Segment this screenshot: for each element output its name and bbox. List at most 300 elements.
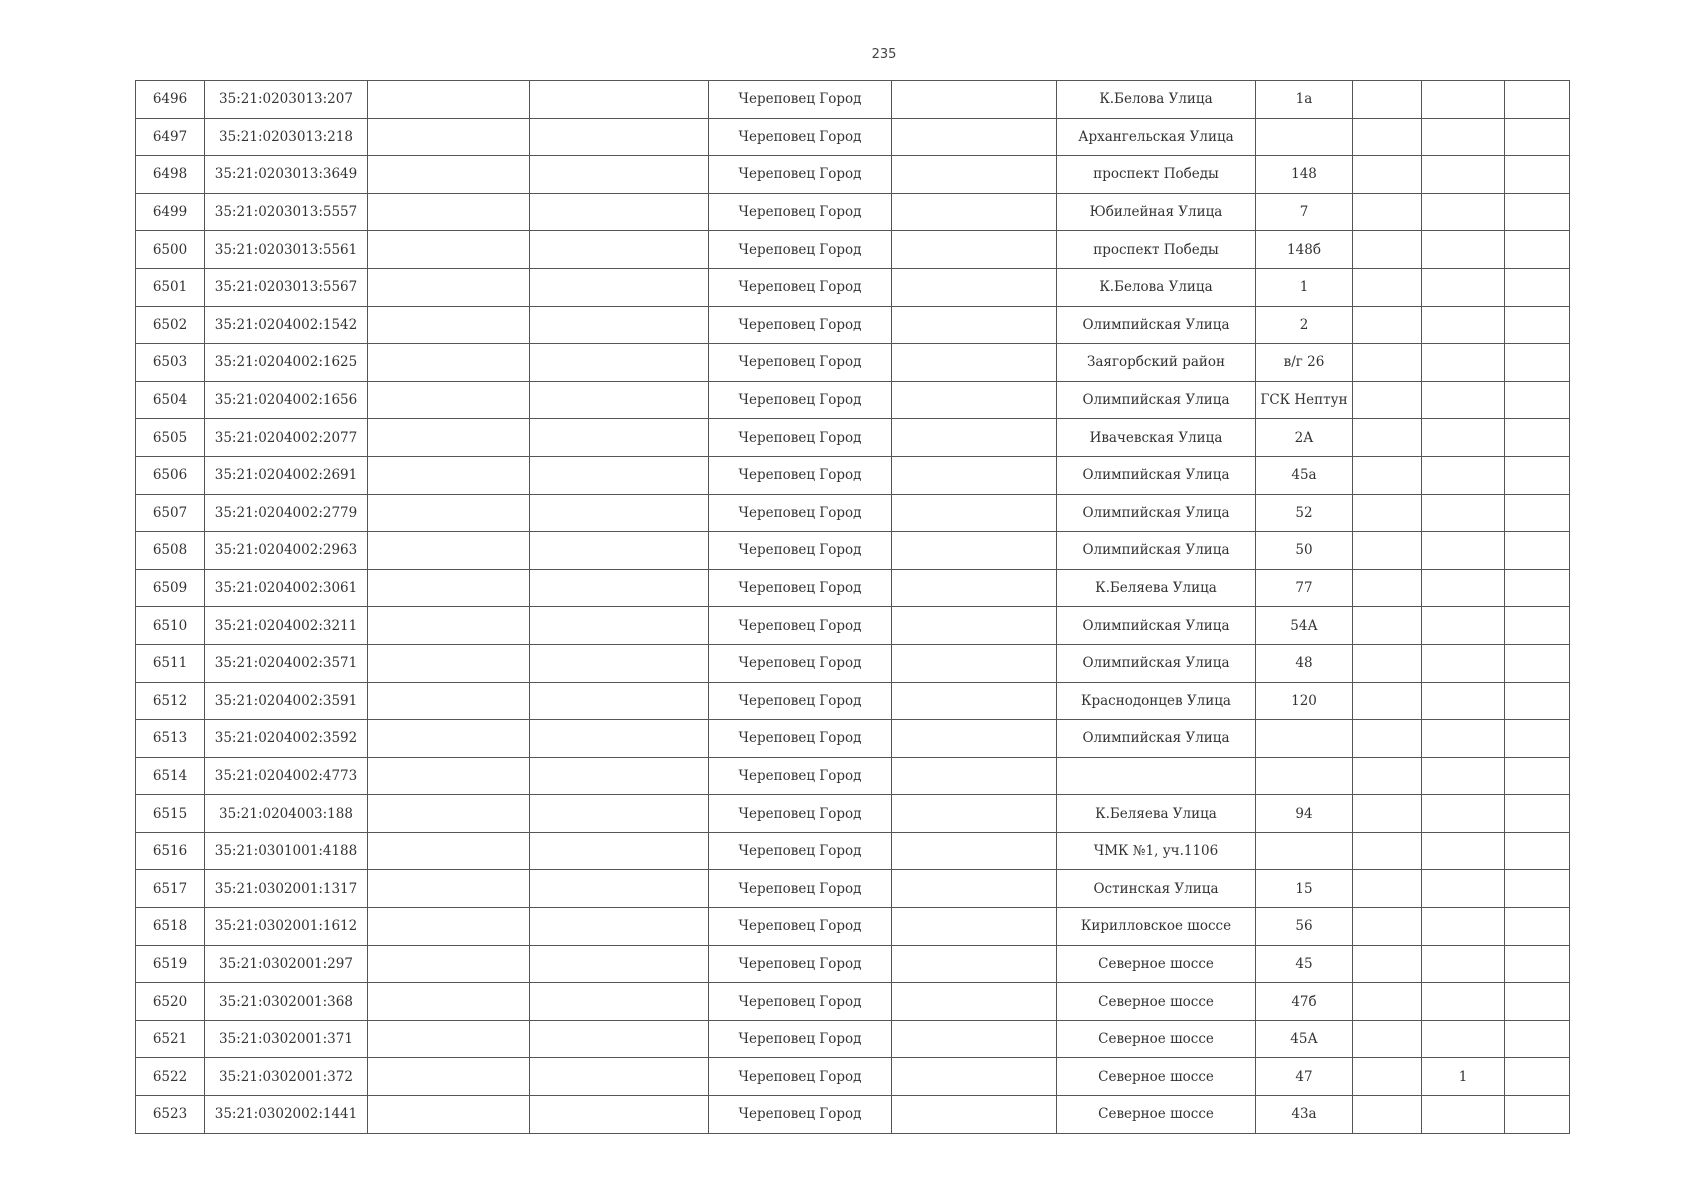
table-row	[136, 1058, 1570, 1096]
empty-cell	[1505, 795, 1570, 833]
empty-cell	[530, 419, 709, 457]
cadastral-number-cell: 35:21:0204002:2779	[205, 494, 368, 532]
empty-cell	[1505, 81, 1570, 119]
empty-cell	[368, 832, 530, 870]
table-row	[136, 344, 1570, 382]
street-cell: проспект Победы	[1057, 231, 1256, 269]
empty-cell	[368, 1096, 530, 1134]
cadastral-number-cell: 35:21:0203013:207	[205, 81, 368, 119]
locality-cell: Череповец Город	[709, 532, 892, 570]
locality-cell: Череповец Город	[709, 908, 892, 946]
table-row	[136, 757, 1570, 795]
locality-cell: Череповец Город	[709, 381, 892, 419]
table-row	[136, 156, 1570, 194]
house-number-cell	[1256, 720, 1353, 758]
empty-cell	[368, 569, 530, 607]
empty-cell	[1505, 569, 1570, 607]
empty-cell	[1505, 344, 1570, 382]
street-cell: Северное шоссе	[1057, 1096, 1256, 1134]
locality-cell: Череповец Город	[709, 757, 892, 795]
cadastral-number-cell: 35:21:0302001:368	[205, 983, 368, 1021]
house-number-cell: 54А	[1256, 607, 1353, 645]
empty-cell	[892, 682, 1057, 720]
empty-cell	[530, 757, 709, 795]
cadastral-number-cell: 35:21:0301001:4188	[205, 832, 368, 870]
empty-cell	[530, 569, 709, 607]
empty-cell	[1353, 945, 1422, 983]
count-cell	[1422, 607, 1505, 645]
empty-cell	[892, 1058, 1057, 1096]
house-number-cell: 56	[1256, 908, 1353, 946]
row-number-cell: 6519	[136, 945, 205, 983]
empty-cell	[530, 231, 709, 269]
empty-cell	[530, 945, 709, 983]
property-registry-table	[135, 80, 1570, 1134]
empty-cell	[530, 494, 709, 532]
row-number-cell: 6521	[136, 1020, 205, 1058]
empty-cell	[892, 607, 1057, 645]
row-number-cell: 6497	[136, 118, 205, 156]
house-number-cell: 1	[1256, 268, 1353, 306]
street-cell: Юбилейная Улица	[1057, 193, 1256, 231]
row-number-cell: 6508	[136, 532, 205, 570]
row-number-cell: 6513	[136, 720, 205, 758]
cadastral-number-cell: 35:21:0302002:1441	[205, 1096, 368, 1134]
house-number-cell: 148б	[1256, 231, 1353, 269]
empty-cell	[892, 757, 1057, 795]
street-cell: Северное шоссе	[1057, 1058, 1256, 1096]
count-cell	[1422, 1096, 1505, 1134]
cadastral-number-cell: 35:21:0204002:2963	[205, 532, 368, 570]
house-number-cell: 52	[1256, 494, 1353, 532]
street-cell: Ивачевская Улица	[1057, 419, 1256, 457]
empty-cell	[530, 456, 709, 494]
street-cell: Олимпийская Улица	[1057, 720, 1256, 758]
empty-cell	[530, 1020, 709, 1058]
house-number-cell: 47	[1256, 1058, 1353, 1096]
locality-cell: Череповец Город	[709, 419, 892, 457]
street-cell: Кирилловское шоссе	[1057, 908, 1256, 946]
empty-cell	[1353, 682, 1422, 720]
empty-cell	[530, 832, 709, 870]
empty-cell	[1353, 908, 1422, 946]
empty-cell	[1353, 494, 1422, 532]
empty-cell	[1353, 983, 1422, 1021]
cadastral-number-cell: 35:21:0203013:5567	[205, 268, 368, 306]
empty-cell	[368, 644, 530, 682]
empty-cell	[1353, 795, 1422, 833]
house-number-cell: 2А	[1256, 419, 1353, 457]
street-cell: Олимпийская Улица	[1057, 381, 1256, 419]
empty-cell	[1505, 456, 1570, 494]
empty-cell	[892, 494, 1057, 532]
locality-cell: Череповец Город	[709, 945, 892, 983]
empty-cell	[1353, 344, 1422, 382]
empty-cell	[530, 1096, 709, 1134]
cadastral-number-cell: 35:21:0203013:5557	[205, 193, 368, 231]
empty-cell	[1353, 569, 1422, 607]
row-number-cell: 6502	[136, 306, 205, 344]
street-cell: Северное шоссе	[1057, 1020, 1256, 1058]
table-body	[136, 81, 1570, 1134]
cadastral-number-cell: 35:21:0204003:188	[205, 795, 368, 833]
row-number-cell: 6501	[136, 268, 205, 306]
empty-cell	[1353, 1096, 1422, 1134]
empty-cell	[1353, 532, 1422, 570]
cadastral-number-cell: 35:21:0302001:372	[205, 1058, 368, 1096]
table-row	[136, 569, 1570, 607]
empty-cell	[1505, 644, 1570, 682]
street-cell: Северное шоссе	[1057, 945, 1256, 983]
count-cell	[1422, 494, 1505, 532]
table-row	[136, 795, 1570, 833]
row-number-cell: 6500	[136, 231, 205, 269]
cadastral-number-cell: 35:21:0204002:3211	[205, 607, 368, 645]
street-cell: Краснодонцев Улица	[1057, 682, 1256, 720]
locality-cell: Череповец Город	[709, 1096, 892, 1134]
empty-cell	[892, 795, 1057, 833]
street-cell: Олимпийская Улица	[1057, 607, 1256, 645]
street-cell: К.Белова Улица	[1057, 81, 1256, 119]
empty-cell	[1353, 456, 1422, 494]
empty-cell	[892, 945, 1057, 983]
count-cell	[1422, 118, 1505, 156]
empty-cell	[368, 757, 530, 795]
row-number-cell: 6518	[136, 908, 205, 946]
empty-cell	[892, 569, 1057, 607]
row-number-cell: 6505	[136, 419, 205, 457]
count-cell	[1422, 456, 1505, 494]
empty-cell	[530, 720, 709, 758]
empty-cell	[1505, 945, 1570, 983]
count-cell	[1422, 81, 1505, 119]
count-cell	[1422, 832, 1505, 870]
empty-cell	[892, 156, 1057, 194]
count-cell	[1422, 344, 1505, 382]
empty-cell	[1505, 1096, 1570, 1134]
house-number-cell	[1256, 118, 1353, 156]
empty-cell	[530, 644, 709, 682]
empty-cell	[1353, 1058, 1422, 1096]
locality-cell: Череповец Город	[709, 456, 892, 494]
empty-cell	[368, 193, 530, 231]
table-row	[136, 306, 1570, 344]
house-number-cell: 48	[1256, 644, 1353, 682]
cadastral-number-cell: 35:21:0204002:1542	[205, 306, 368, 344]
locality-cell: Череповец Город	[709, 344, 892, 382]
row-number-cell: 6504	[136, 381, 205, 419]
empty-cell	[530, 1058, 709, 1096]
empty-cell	[368, 494, 530, 532]
cadastral-number-cell: 35:21:0302001:371	[205, 1020, 368, 1058]
empty-cell	[1505, 419, 1570, 457]
table-row	[136, 720, 1570, 758]
empty-cell	[1505, 494, 1570, 532]
row-number-cell: 6506	[136, 456, 205, 494]
table-row	[136, 81, 1570, 119]
count-cell	[1422, 156, 1505, 194]
empty-cell	[1505, 870, 1570, 908]
table-row	[136, 381, 1570, 419]
empty-cell	[1505, 118, 1570, 156]
house-number-cell	[1256, 757, 1353, 795]
empty-cell	[368, 908, 530, 946]
table-row	[136, 908, 1570, 946]
empty-cell	[530, 156, 709, 194]
row-number-cell: 6511	[136, 644, 205, 682]
empty-cell	[1505, 757, 1570, 795]
house-number-cell: 43а	[1256, 1096, 1353, 1134]
house-number-cell: 50	[1256, 532, 1353, 570]
table-row	[136, 832, 1570, 870]
empty-cell	[1353, 1020, 1422, 1058]
house-number-cell: 45а	[1256, 456, 1353, 494]
empty-cell	[530, 870, 709, 908]
house-number-cell: 47б	[1256, 983, 1353, 1021]
house-number-cell: 15	[1256, 870, 1353, 908]
row-number-cell: 6496	[136, 81, 205, 119]
table-row	[136, 644, 1570, 682]
row-number-cell: 6520	[136, 983, 205, 1021]
count-cell	[1422, 795, 1505, 833]
empty-cell	[368, 945, 530, 983]
empty-cell	[1505, 532, 1570, 570]
street-cell: К.Беляева Улица	[1057, 569, 1256, 607]
empty-cell	[530, 983, 709, 1021]
empty-cell	[1353, 306, 1422, 344]
cadastral-number-cell: 35:21:0204002:3591	[205, 682, 368, 720]
empty-cell	[892, 419, 1057, 457]
locality-cell: Череповец Город	[709, 268, 892, 306]
empty-cell	[368, 1020, 530, 1058]
empty-cell	[892, 870, 1057, 908]
locality-cell: Череповец Город	[709, 156, 892, 194]
locality-cell: Череповец Город	[709, 306, 892, 344]
empty-cell	[1505, 908, 1570, 946]
empty-cell	[1353, 832, 1422, 870]
empty-cell	[530, 381, 709, 419]
street-cell: Олимпийская Улица	[1057, 494, 1256, 532]
cadastral-number-cell: 35:21:0302001:1317	[205, 870, 368, 908]
empty-cell	[892, 532, 1057, 570]
empty-cell	[530, 532, 709, 570]
cadastral-number-cell: 35:21:0302001:297	[205, 945, 368, 983]
empty-cell	[368, 156, 530, 194]
row-number-cell: 6499	[136, 193, 205, 231]
table-row	[136, 682, 1570, 720]
table-row	[136, 1020, 1570, 1058]
house-number-cell: 2	[1256, 306, 1353, 344]
empty-cell	[530, 193, 709, 231]
row-number-cell: 6515	[136, 795, 205, 833]
row-number-cell: 6514	[136, 757, 205, 795]
count-cell	[1422, 268, 1505, 306]
table-row	[136, 231, 1570, 269]
locality-cell: Череповец Город	[709, 682, 892, 720]
empty-cell	[530, 118, 709, 156]
street-cell: Архангельская Улица	[1057, 118, 1256, 156]
empty-cell	[1353, 757, 1422, 795]
count-cell: 1	[1422, 1058, 1505, 1096]
locality-cell: Череповец Город	[709, 231, 892, 269]
locality-cell: Череповец Город	[709, 569, 892, 607]
house-number-cell: 45А	[1256, 1020, 1353, 1058]
empty-cell	[1505, 306, 1570, 344]
cadastral-number-cell: 35:21:0302001:1612	[205, 908, 368, 946]
house-number-cell: 77	[1256, 569, 1353, 607]
empty-cell	[892, 344, 1057, 382]
count-cell	[1422, 908, 1505, 946]
house-number-cell: в/г 26	[1256, 344, 1353, 382]
empty-cell	[368, 983, 530, 1021]
empty-cell	[1353, 870, 1422, 908]
locality-cell: Череповец Город	[709, 494, 892, 532]
count-cell	[1422, 983, 1505, 1021]
empty-cell	[892, 81, 1057, 119]
empty-cell	[1353, 720, 1422, 758]
count-cell	[1422, 720, 1505, 758]
empty-cell	[1353, 419, 1422, 457]
cadastral-number-cell: 35:21:0204002:3592	[205, 720, 368, 758]
locality-cell: Череповец Город	[709, 1058, 892, 1096]
empty-cell	[368, 607, 530, 645]
cadastral-number-cell: 35:21:0204002:2077	[205, 419, 368, 457]
empty-cell	[368, 118, 530, 156]
house-number-cell: 120	[1256, 682, 1353, 720]
table-row	[136, 1096, 1570, 1134]
row-number-cell: 6522	[136, 1058, 205, 1096]
street-cell: Олимпийская Улица	[1057, 644, 1256, 682]
count-cell	[1422, 644, 1505, 682]
table-row	[136, 419, 1570, 457]
empty-cell	[1505, 720, 1570, 758]
empty-cell	[368, 682, 530, 720]
empty-cell	[368, 81, 530, 119]
count-cell	[1422, 1020, 1505, 1058]
empty-cell	[530, 908, 709, 946]
house-number-cell: 148	[1256, 156, 1353, 194]
row-number-cell: 6510	[136, 607, 205, 645]
table-row	[136, 532, 1570, 570]
locality-cell: Череповец Город	[709, 983, 892, 1021]
empty-cell	[1353, 193, 1422, 231]
count-cell	[1422, 682, 1505, 720]
empty-cell	[368, 306, 530, 344]
house-number-cell: 7	[1256, 193, 1353, 231]
empty-cell	[368, 795, 530, 833]
table-row	[136, 268, 1570, 306]
empty-cell	[1353, 381, 1422, 419]
empty-cell	[368, 1058, 530, 1096]
empty-cell	[368, 720, 530, 758]
empty-cell	[892, 381, 1057, 419]
house-number-cell: 1а	[1256, 81, 1353, 119]
empty-cell	[892, 456, 1057, 494]
row-number-cell: 6523	[136, 1096, 205, 1134]
empty-cell	[1353, 81, 1422, 119]
empty-cell	[368, 419, 530, 457]
count-cell	[1422, 945, 1505, 983]
table-row	[136, 983, 1570, 1021]
locality-cell: Череповец Город	[709, 795, 892, 833]
street-cell: Олимпийская Улица	[1057, 306, 1256, 344]
empty-cell	[1505, 156, 1570, 194]
cadastral-number-cell: 35:21:0204002:3571	[205, 644, 368, 682]
empty-cell	[892, 268, 1057, 306]
count-cell	[1422, 419, 1505, 457]
empty-cell	[892, 193, 1057, 231]
street-cell: Заягорбский район	[1057, 344, 1256, 382]
house-number-cell: 45	[1256, 945, 1353, 983]
empty-cell	[530, 268, 709, 306]
cadastral-number-cell: 35:21:0203013:3649	[205, 156, 368, 194]
empty-cell	[1505, 1058, 1570, 1096]
table-row	[136, 193, 1570, 231]
empty-cell	[368, 532, 530, 570]
empty-cell	[1505, 231, 1570, 269]
house-number-cell: 94	[1256, 795, 1353, 833]
cadastral-number-cell: 35:21:0204002:4773	[205, 757, 368, 795]
row-number-cell: 6507	[136, 494, 205, 532]
locality-cell: Череповец Город	[709, 870, 892, 908]
empty-cell	[1505, 1020, 1570, 1058]
locality-cell: Череповец Город	[709, 1020, 892, 1058]
empty-cell	[530, 306, 709, 344]
empty-cell	[530, 344, 709, 382]
table-row	[136, 870, 1570, 908]
empty-cell	[1505, 832, 1570, 870]
page-number: 235	[871, 47, 897, 62]
empty-cell	[1353, 156, 1422, 194]
empty-cell	[1505, 607, 1570, 645]
count-cell	[1422, 193, 1505, 231]
table-row	[136, 456, 1570, 494]
empty-cell	[368, 456, 530, 494]
count-cell	[1422, 569, 1505, 607]
empty-cell	[1505, 983, 1570, 1021]
empty-cell	[368, 870, 530, 908]
street-cell: Северное шоссе	[1057, 983, 1256, 1021]
empty-cell	[892, 832, 1057, 870]
empty-cell	[368, 344, 530, 382]
table-row	[136, 118, 1570, 156]
street-cell: Олимпийская Улица	[1057, 532, 1256, 570]
locality-cell: Череповец Город	[709, 193, 892, 231]
empty-cell	[1505, 193, 1570, 231]
street-cell: Олимпийская Улица	[1057, 456, 1256, 494]
cadastral-number-cell: 35:21:0204002:1625	[205, 344, 368, 382]
empty-cell	[892, 983, 1057, 1021]
count-cell	[1422, 532, 1505, 570]
cadastral-number-cell: 35:21:0204002:3061	[205, 569, 368, 607]
count-cell	[1422, 231, 1505, 269]
street-cell: проспект Победы	[1057, 156, 1256, 194]
empty-cell	[368, 231, 530, 269]
empty-cell	[530, 607, 709, 645]
street-cell: Остинская Улица	[1057, 870, 1256, 908]
table-row	[136, 945, 1570, 983]
row-number-cell: 6503	[136, 344, 205, 382]
empty-cell	[1353, 118, 1422, 156]
count-cell	[1422, 306, 1505, 344]
house-number-cell: ГСК Нептун	[1256, 381, 1353, 419]
count-cell	[1422, 870, 1505, 908]
row-number-cell: 6512	[136, 682, 205, 720]
empty-cell	[530, 795, 709, 833]
count-cell	[1422, 757, 1505, 795]
empty-cell	[892, 306, 1057, 344]
house-number-cell	[1256, 832, 1353, 870]
